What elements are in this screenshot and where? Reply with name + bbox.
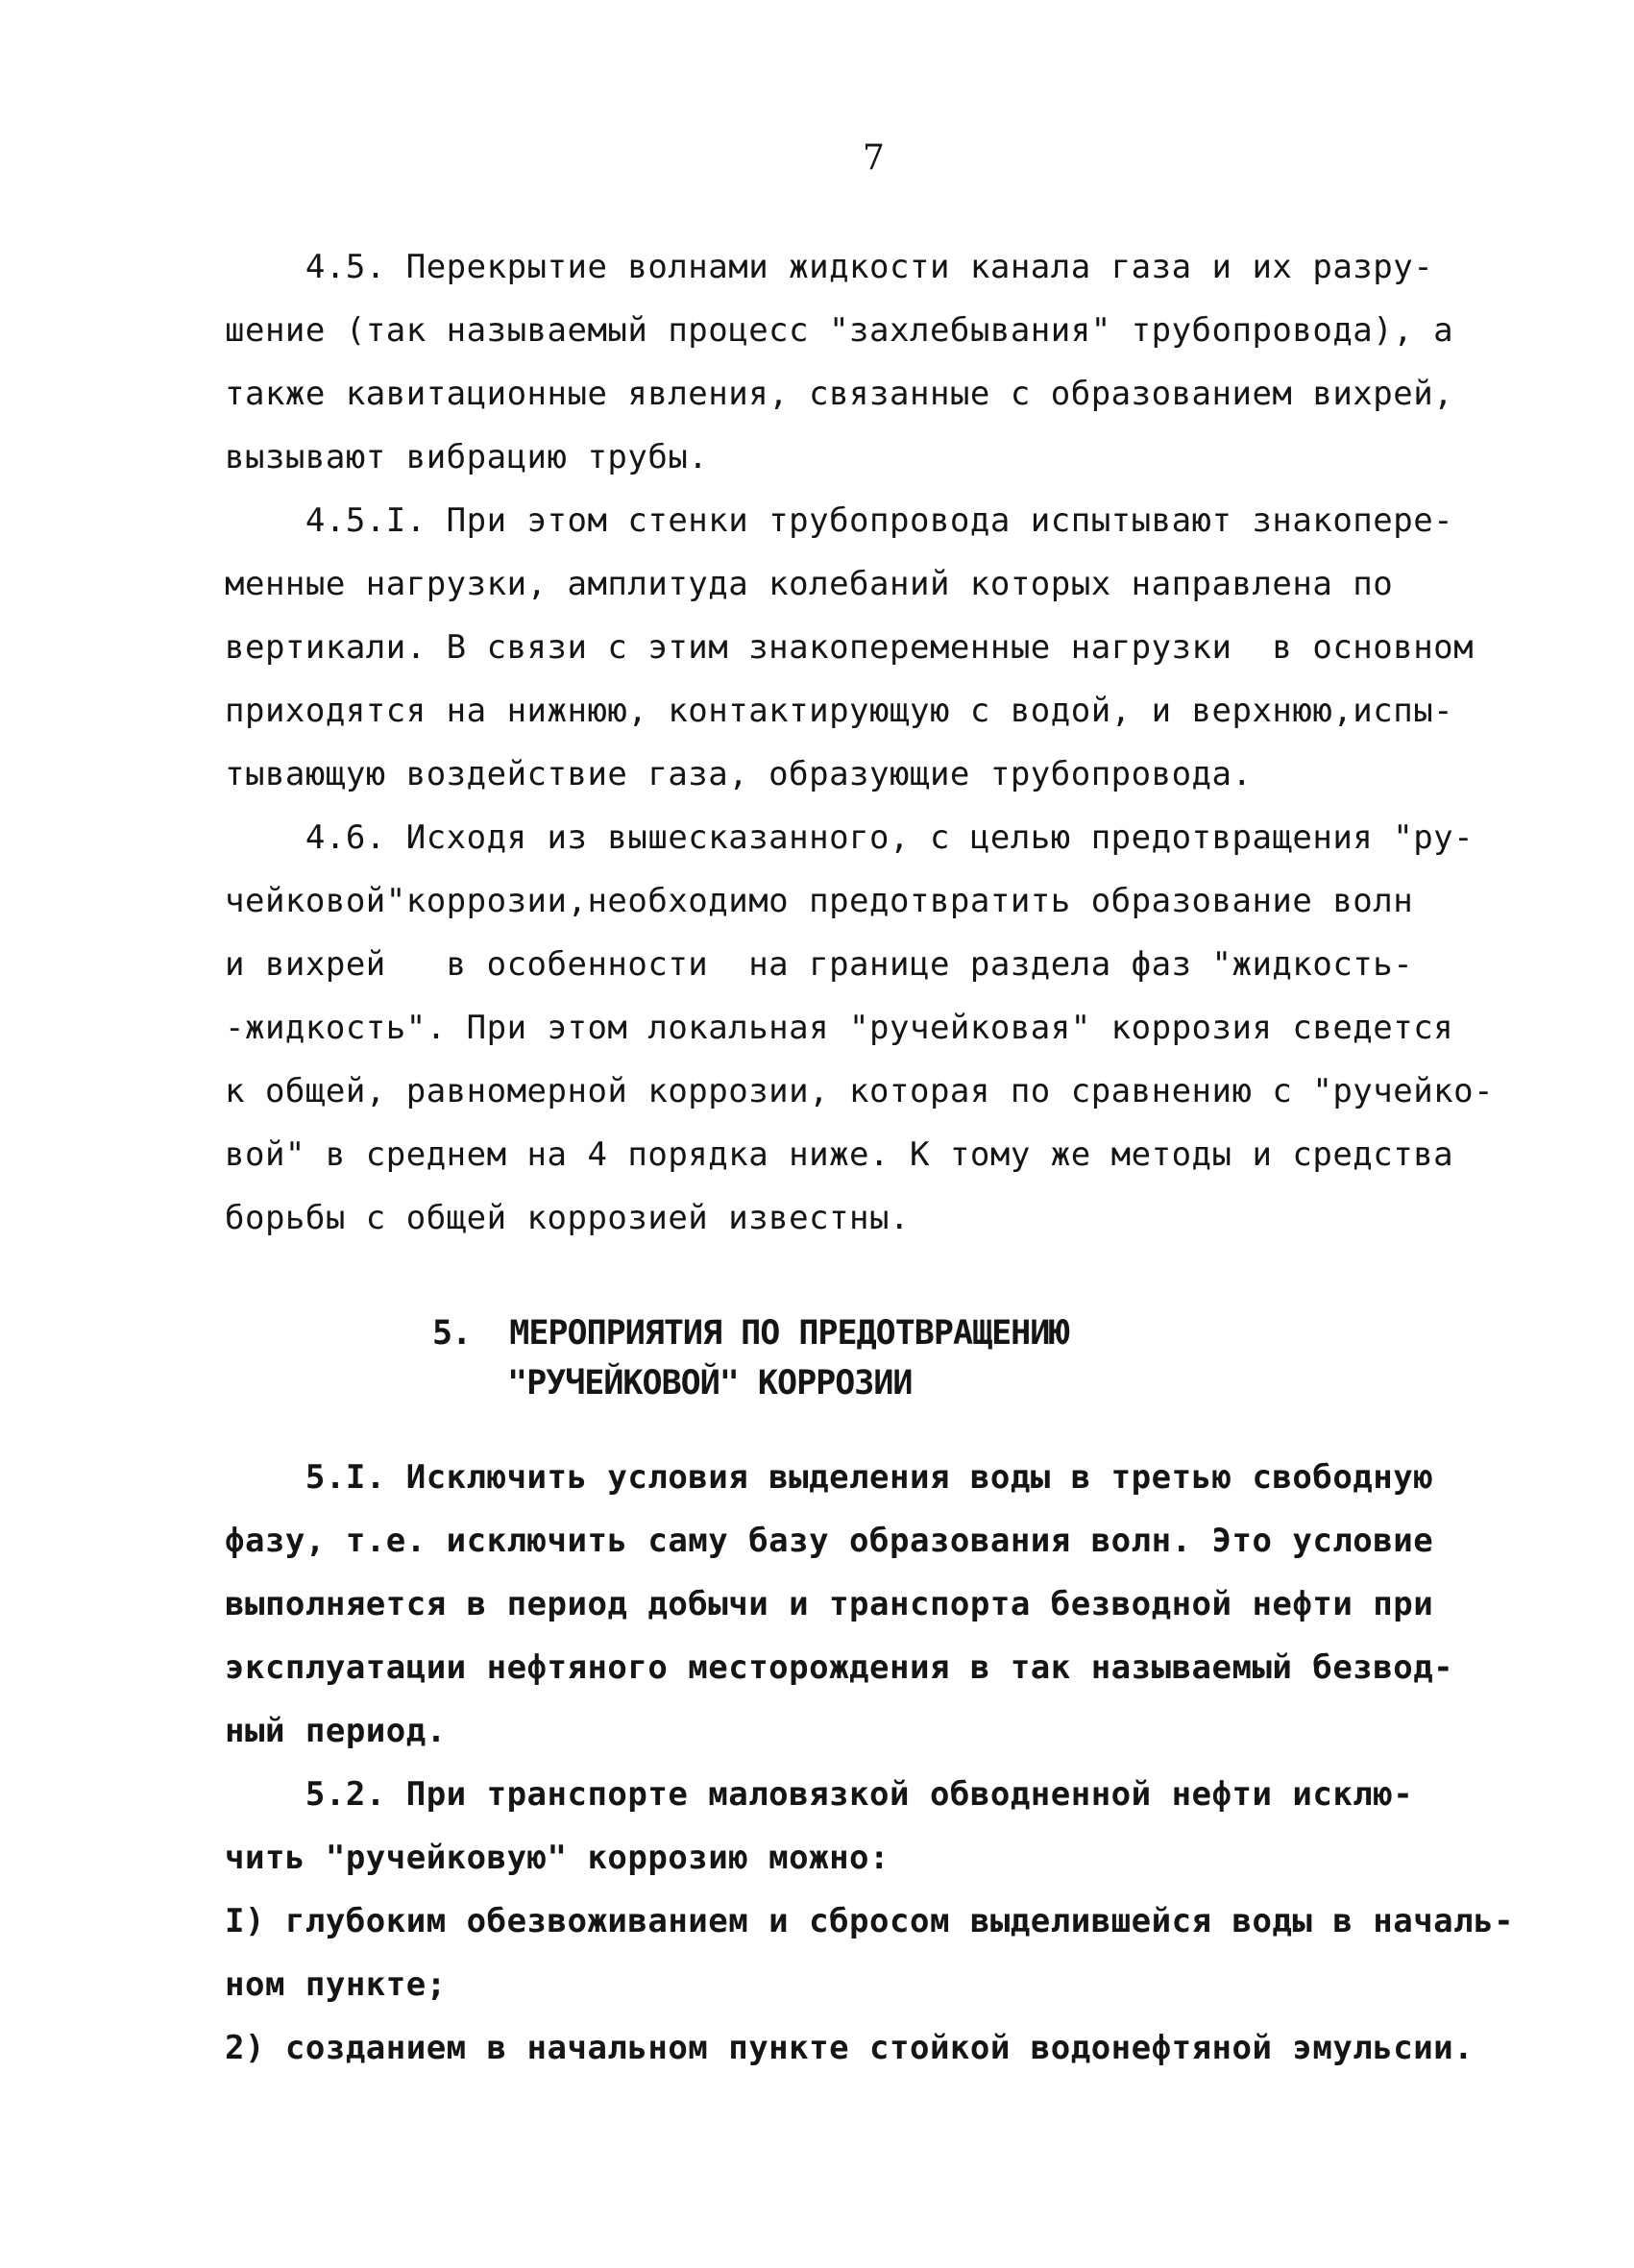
paragraph-4-6-line: и вихрей в особенности на границе раздела фаз "жидкость-: [225, 945, 1414, 984]
paragraph-5-1-line: эксплуатации нефтяного месторождения в так называемый безвод-: [225, 1648, 1454, 1687]
paragraph-4-5-1-line: менные нагрузки, амплитуда колебаний которых направлена по: [225, 565, 1394, 603]
section-5-heading-line1: 5. МЕРОПРИЯТИЯ ПО ПРЕДОТВРАЩЕНИЮ: [432, 1314, 1069, 1353]
section-5-heading-line2: "РУЧЕЙКОВОЙ" КОРРОЗИИ: [507, 1364, 913, 1402]
paragraph-5-2-line: чить "ручейковую" коррозию можно:: [225, 1839, 890, 1877]
paragraph-4-5-line: вызывают вибрацию трубы.: [225, 438, 709, 476]
paragraph-5-2-line: 5.2. При транспорте маловязкой обводненной нефти исклю-: [225, 1775, 1414, 1814]
paragraph-4-6-line: -жидкость". При этом локальная "ручейковая" коррозия сведется: [225, 1009, 1454, 1047]
paragraph-5-1-line: 5.I. Исключить условия выделения воды в третью свободную: [225, 1458, 1434, 1497]
paragraph-4-6-line: к общей, равномерной коррозии, которая по сравнению с "ручейко-: [225, 1072, 1495, 1110]
list-item-1-line: I) глубоким обезвоживанием и сбросом выделившейся воды в началь-: [225, 1902, 1515, 1940]
paragraph-4-6-line: вой" в среднем на 4 порядка ниже. К тому же методы и средства: [225, 1135, 1454, 1174]
paragraph-4-6-line: борьбы с общей коррозией известны.: [225, 1199, 910, 1237]
paragraph-4-5-line: 4.5. Перекрытие волнами жидкости канала газа и их разру-: [225, 248, 1434, 286]
paragraph-5-1-line: выполняется в период добычи и транспорта безводной нефти при: [225, 1585, 1434, 1623]
paragraph-4-6-line: чейковой"коррозии,необходимо предотвратить образование волн: [225, 882, 1414, 920]
list-item-1-line: ном пункте;: [225, 1965, 447, 2004]
paragraph-5-1-line: ный период.: [225, 1712, 447, 1750]
paragraph-4-5-1-line: приходятся на нижнюю, контактирующую с водой, и верхнюю,испы-: [225, 692, 1454, 730]
paragraph-4-6-line: 4.6. Исходя из вышесказанного, с целью предотвращения "ру-: [225, 818, 1475, 857]
list-item-2-line: 2) созданием в начальном пункте стойкой водонефтяной эмульсии.: [225, 2029, 1475, 2067]
paragraph-4-5-1-line: вертикали. В связи с этим знакопеременные нагрузки в основном: [225, 628, 1475, 667]
paragraph-4-5-line: также кавитационные явления, связанные с образованием вихрей,: [225, 375, 1454, 413]
paragraph-4-5-line: шение (так называемый процесс "захлебывания" трубопровода), а: [225, 311, 1454, 350]
paragraph-4-5-1-line: 4.5.I. При этом стенки трубопровода испытывают знакопере-: [225, 501, 1454, 540]
paragraph-4-5-1-line: тывающую воздействие газа, образующие трубопровода.: [225, 755, 1253, 793]
page-number: 7: [863, 138, 885, 178]
paragraph-5-1-line: фазу, т.е. исключить саму базу образования волн. Это условие: [225, 1522, 1434, 1560]
